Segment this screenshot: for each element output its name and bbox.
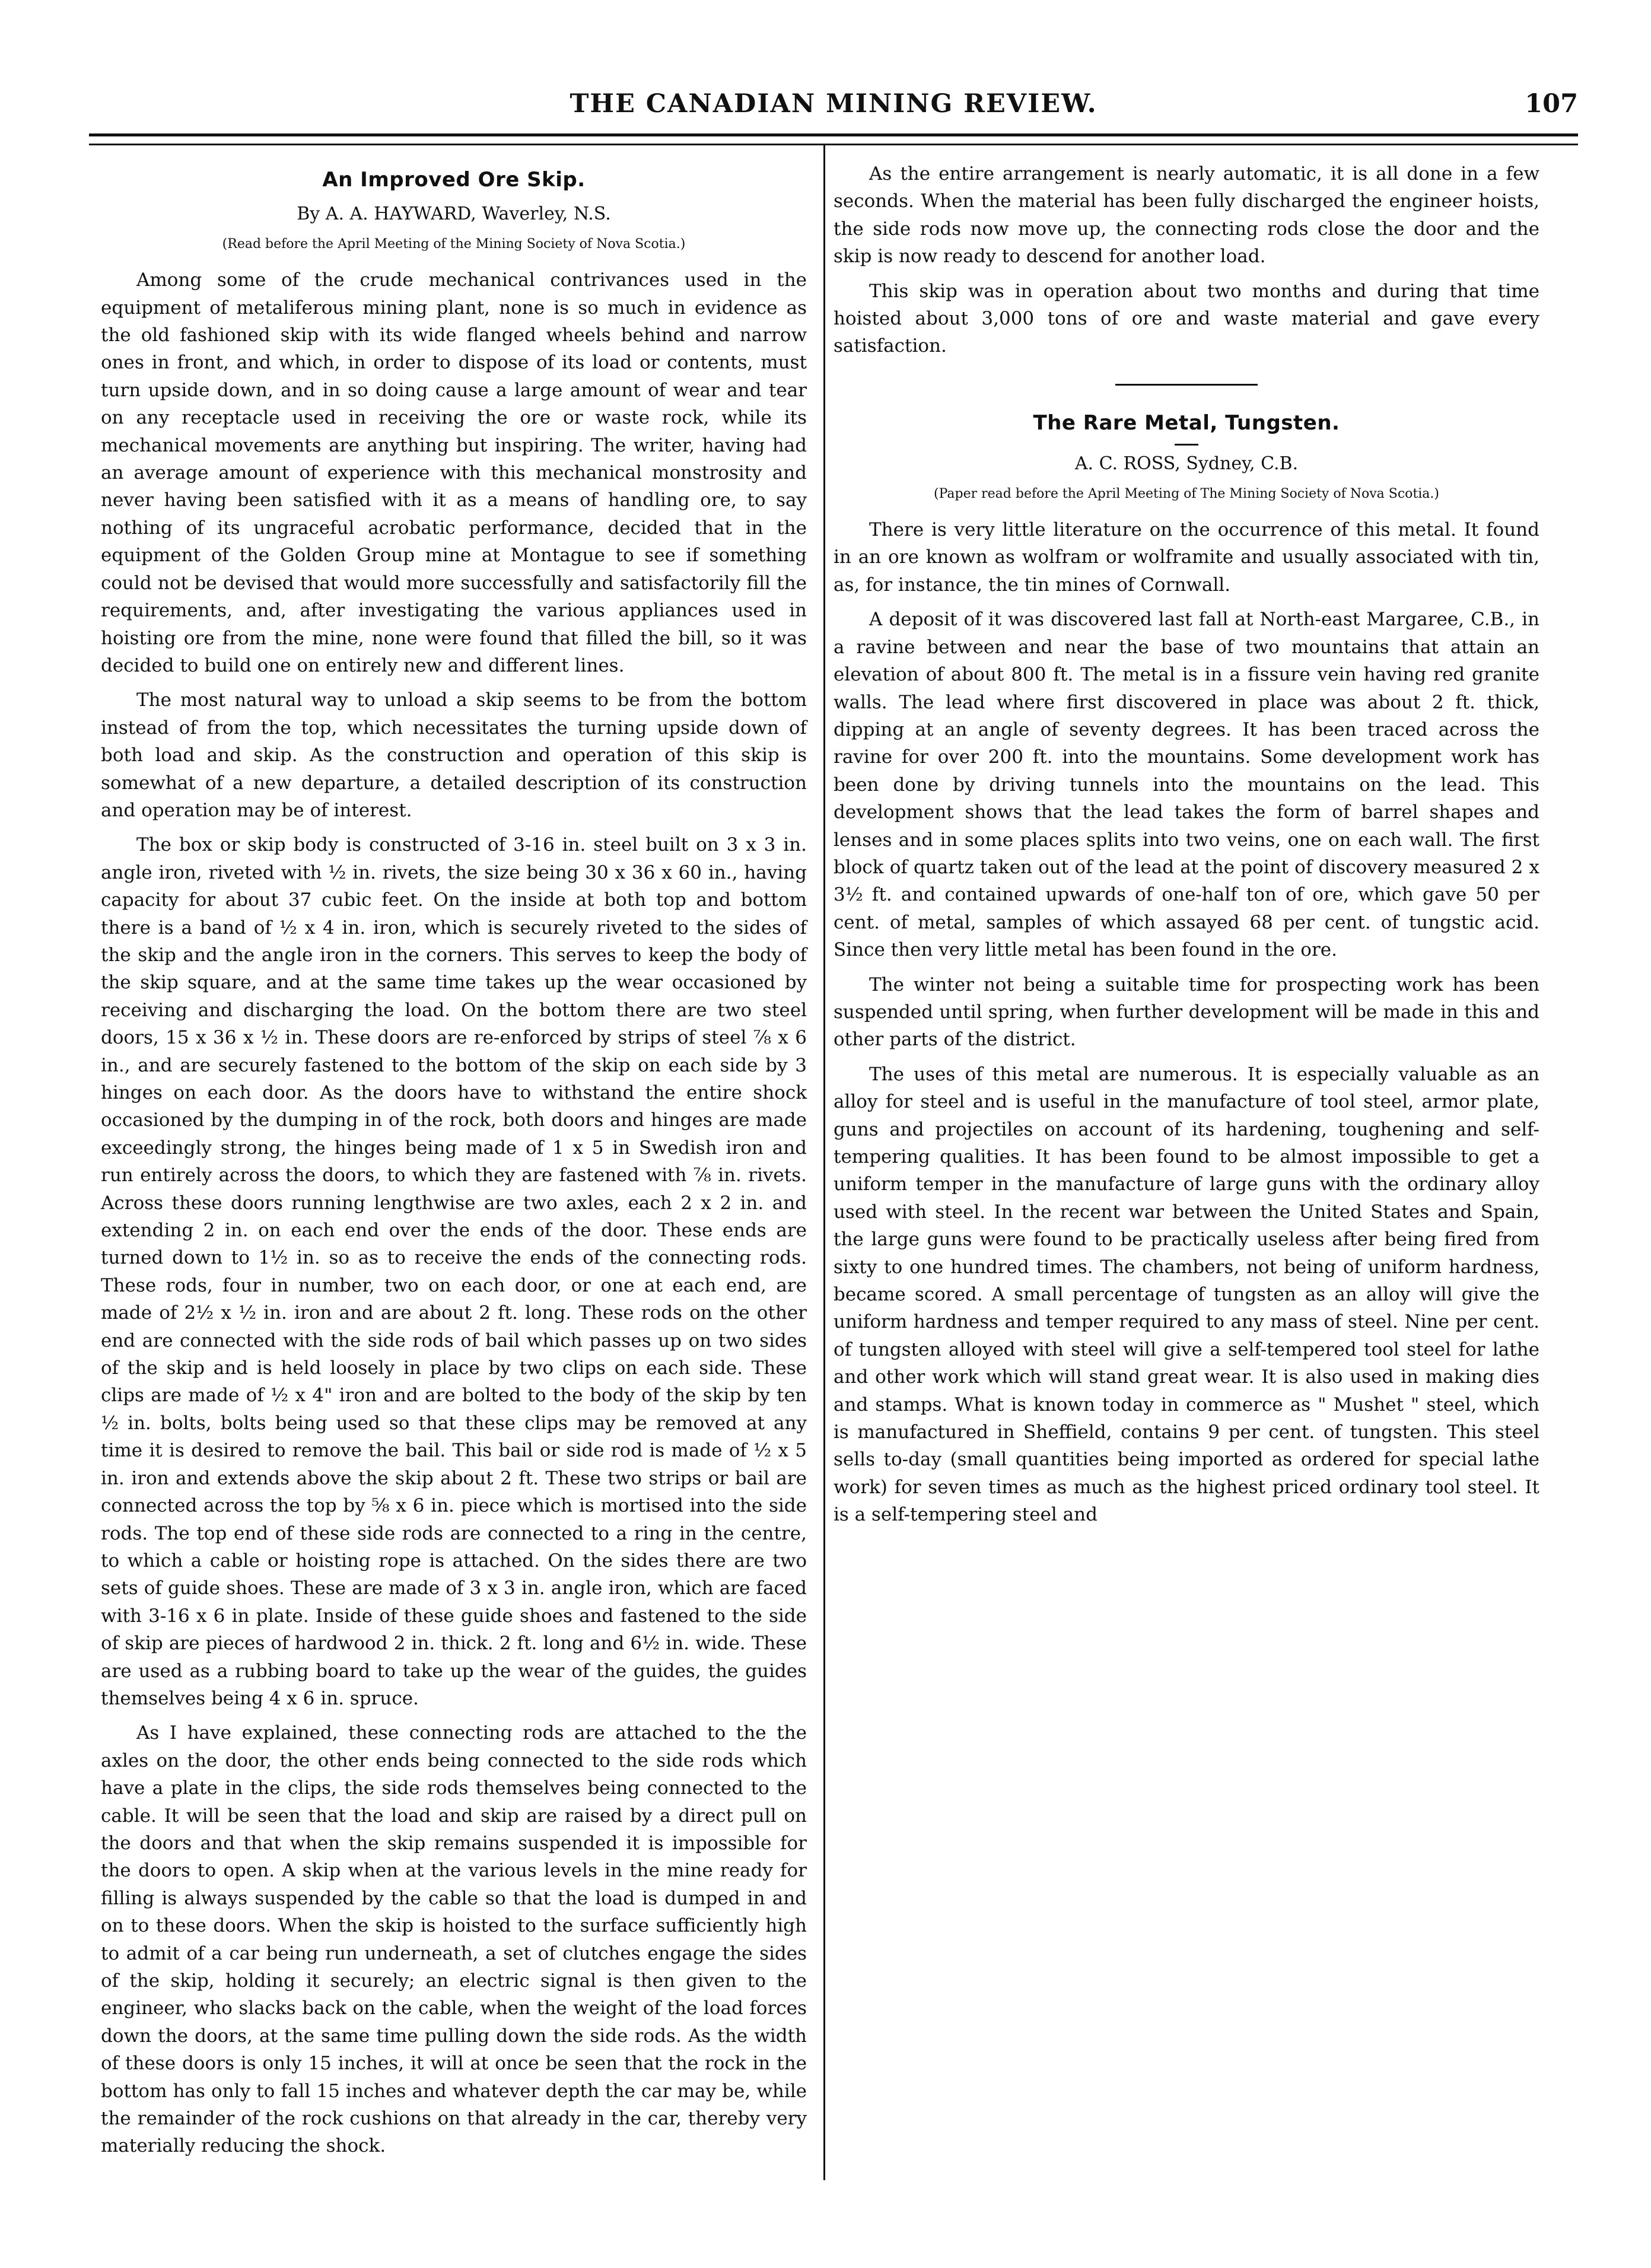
article-title-tungsten: The Rare Metal, Tungsten. (1033, 411, 1340, 435)
article-column-left (101, 160, 807, 2160)
article-byline: By A. A. HAYWARD, Waverley, N.S. (297, 203, 611, 225)
article-title-ore-skip: An Improved Ore Skip. (322, 168, 586, 192)
paragraph: The winter not being a suitable time for prospecting work has been suspended until spring, when further development will be made in this and other parts of the district. (834, 974, 1539, 1051)
column-divider (823, 145, 825, 2180)
paragraph: A deposit of it was discovered last fall at North-east Margaree, C.B., in a ravine between and near the base of two mountains that attain an elevation of about 800 ft. The metal is in a fissure vein having red granite walls. The lead where first discovered in place was about 2 ft. thick, dipping at an angle of seventy degrees. It has been traced across the ravine for over 200 ft. into the mountains. Some development work has been done by driving tunnels into the mountains on the lead. This development shows that the lead takes the form of barrel shapes and lenses and in some places splits into two veins, one on each wall. The first block of quartz taken out of the lead at the point of discovery measured 2 x 3½ ft. and contained upwards of one-half ton of ore, which gave 50 per cent. of metal, samples of which assayed 68 per cent. of tungstic acid. Since then very little metal has been found in the ore. (834, 609, 1539, 961)
header-rule-thin (89, 144, 1578, 145)
header-rule-thick (89, 133, 1578, 136)
article-column-right (834, 160, 1539, 1529)
article-byline: A. C. ROSS, Sydney, C.B. (1074, 453, 1299, 475)
paragraph: The most natural way to unload a skip seems to be from the bottom instead of from the top, which necessitates the turning upside down of both load and skip. As the construction and operation of this skip is somewhat of a new departure, a detailed description of its construction and operation may be of interest. (101, 689, 807, 821)
page-number: 107 (1525, 89, 1578, 119)
paragraph: There is very little literature on the occurrence of this metal. It found in an ore known as wolfram or wolframite and usually associated with tin, as, for instance, the tin mines of Cornwall. (834, 519, 1539, 596)
paragraph: The box or skip body is constructed of 3-16 in. steel built on 3 x 3 in. angle iron, riveted with ½ in. rivets, the size being 30 x 36 x 60 in., having capacity for about 37 cubic feet. On the inside at both top and bottom there is a band of ½ x 4 in. iron, which is securely riveted to the sides of the skip and the angle iron in the corners. This serves to keep the body of the skip square, and at the same time takes up the wear occasioned by receiving and discharging the load. On the bottom there are two steel doors, 15 x 36 x ½ in. These doors are re-enforced by strips of steel ⅞ x 6 in., and are securely fastened to the bottom of the skip on each side by 3 hinges on each door. As the doors have to withstand the entire shock occasioned by the dumping in of the rock, both doors and hinges are made exceedingly strong, the hinges being made of 1 x 5 in Swedish iron and run entirely across the doors, to which they are fastened with ⅞ in. rivets. Across these doors running lengthwise are two axles, each 2 x 2 in. and extending 2 in. on each end over the ends of the door. These ends are turned down to 1½ in. so as to receive the ends of the connecting rods. These rods, four in number, two on each door, or one at each end, are made of 2½ x ½ in. iron and are about 2 ft. long. These rods on the other end are connected with the side rods of bail which passes up on two sides of the skip and is held loosely in place by two clips on each side. These clips are made of ½ x 4" iron and are bolted to the body of the skip by ten ½ in. bolts, bolts being used so that these clips may be removed at any time it is desired to remove the bail. This bail or side rod is made of ½ x 5 in. iron and extends above the skip about 2 ft. These two strips or bail are connected across the top by ⅝ x 6 in. piece which is mortised into the side rods. The top end of these side rods are connected to a ring in the centre, to which a cable or hoisting rope is attached. On the sides there are two sets of guide shoes. These are made of 3 x 3 in. angle iron, which are faced with 3-16 x 6 in plate. Inside of these guide shoes and fastened to the side of skip are pieces of hardwood 2 in. thick. 2 ft. long and 6½ in. wide. These are used as a rubbing board to take up the wear of the guides, the guides themselves being 4 x 6 in. spruce. (101, 834, 807, 1709)
article-note: (Read before the April Meeting of the Mining Society of Nova Scotia.) (222, 236, 686, 252)
paragraph: Among some of the crude mechanical contrivances used in the equipment of metaliferous mining plant, none is so much in evidence as the old fashioned skip with its wide flanged wheels behind and narrow ones in front, and which, in order to dispose of its load or contents, must turn upside down, and in so doing cause a large amount of wear and tear on any receptacle used in receiving the ore or waste rock, while its mechanical movements are anything but inspiring. The writer, having had an average amount of experience with this mechanical monstrosity and never having been satisfied with it as a means of handling ore, to say nothing of its ungraceful acrobatic performance, decided that in the equipment of the Golden Group mine at Montague to see if something could not be devised that would more successfully and satisfactorily fill the requirements, and, after investigating the various appliances used in hoisting ore from the mine, none were found that filled the bill, so it was decided to build one on entirely new and different lines. (101, 269, 807, 676)
paragraph: As I have explained, these connecting rods are attached to the the axles on the door, the other ends being connected to the side rods which have a plate in the clips, the side rods themselves being connected to the cable. It will be seen that the load and skip are raised by a direct pull on the doors and that when the skip remains suspended it is impossible for the doors to open. A skip when at the various levels in the mine ready for filling is always suspended by the cable so that the load is dumped in and on to these doors. When the skip is hoisted to the surface sufficiently high to admit of a car being run underneath, a set of clutches engage the sides of the skip, holding it securely; an electric signal is then given to the engineer, who slacks back on the cable, when the weight of the load forces down the doors, at the same time pulling down the side rods. As the width of these doors is only 15 inches, it will at once be seen that the rock in the bottom has only to fall 15 inches and whatever depth the car may be, while the remainder of the rock cushions on that already in the car, thereby very materially reducing the shock. (101, 1722, 807, 2157)
page-header (89, 89, 1578, 131)
article-separator (1115, 384, 1258, 386)
paragraph: This skip was in operation about two months and during that time hoisted about 3,000 tons of ore and waste material and gave every satisfaction. (834, 280, 1539, 357)
paragraph: The uses of this metal are numerous. It is especially valuable as an alloy for steel and is useful in the manufacture of tool steel, armor plate, guns and projectiles on account of its hardening, toughening and self-tempering qualities. It has been found to be almost impossible to get a uniform temper in the manufacture of large guns with the ordinary alloy used with steel. In the recent war between the United States and Spain, the large guns were found to be practically useless after being fired from sixty to one hundred times. The chambers, not being of uniform hardness, became scored. A small percentage of tungsten as an alloy will give the uniform hardness and temper required to any mass of steel. Nine per cent. of tungsten alloyed with steel will give a self-tempered tool steel for lathe and other work which will stand great wear. It is also used in making dies and stamps. What is known today in commerce as " Mushet " steel, which is manufactured in Sheffield, contains 9 per cent. of tungsten. This steel sells to-day (small quantities being imported as ordered for special lathe work) for seven times as much as the highest priced ordinary tool steel. It is a self-tempering steel and (834, 1063, 1539, 1526)
journal-title: THE CANADIAN MINING REVIEW. (570, 89, 1098, 119)
title-dash (1175, 444, 1198, 446)
paragraph: As the entire arrangement is nearly automatic, it is all done in a few seconds. When the material has been fully discharged the engineer hoists, the side rods now move up, the connecting rods close the door and the skip is now ready to descend for another load. (834, 163, 1539, 268)
article-note: (Paper read before the April Meeting of The Mining Society of Nova Scotia.) (934, 486, 1439, 501)
